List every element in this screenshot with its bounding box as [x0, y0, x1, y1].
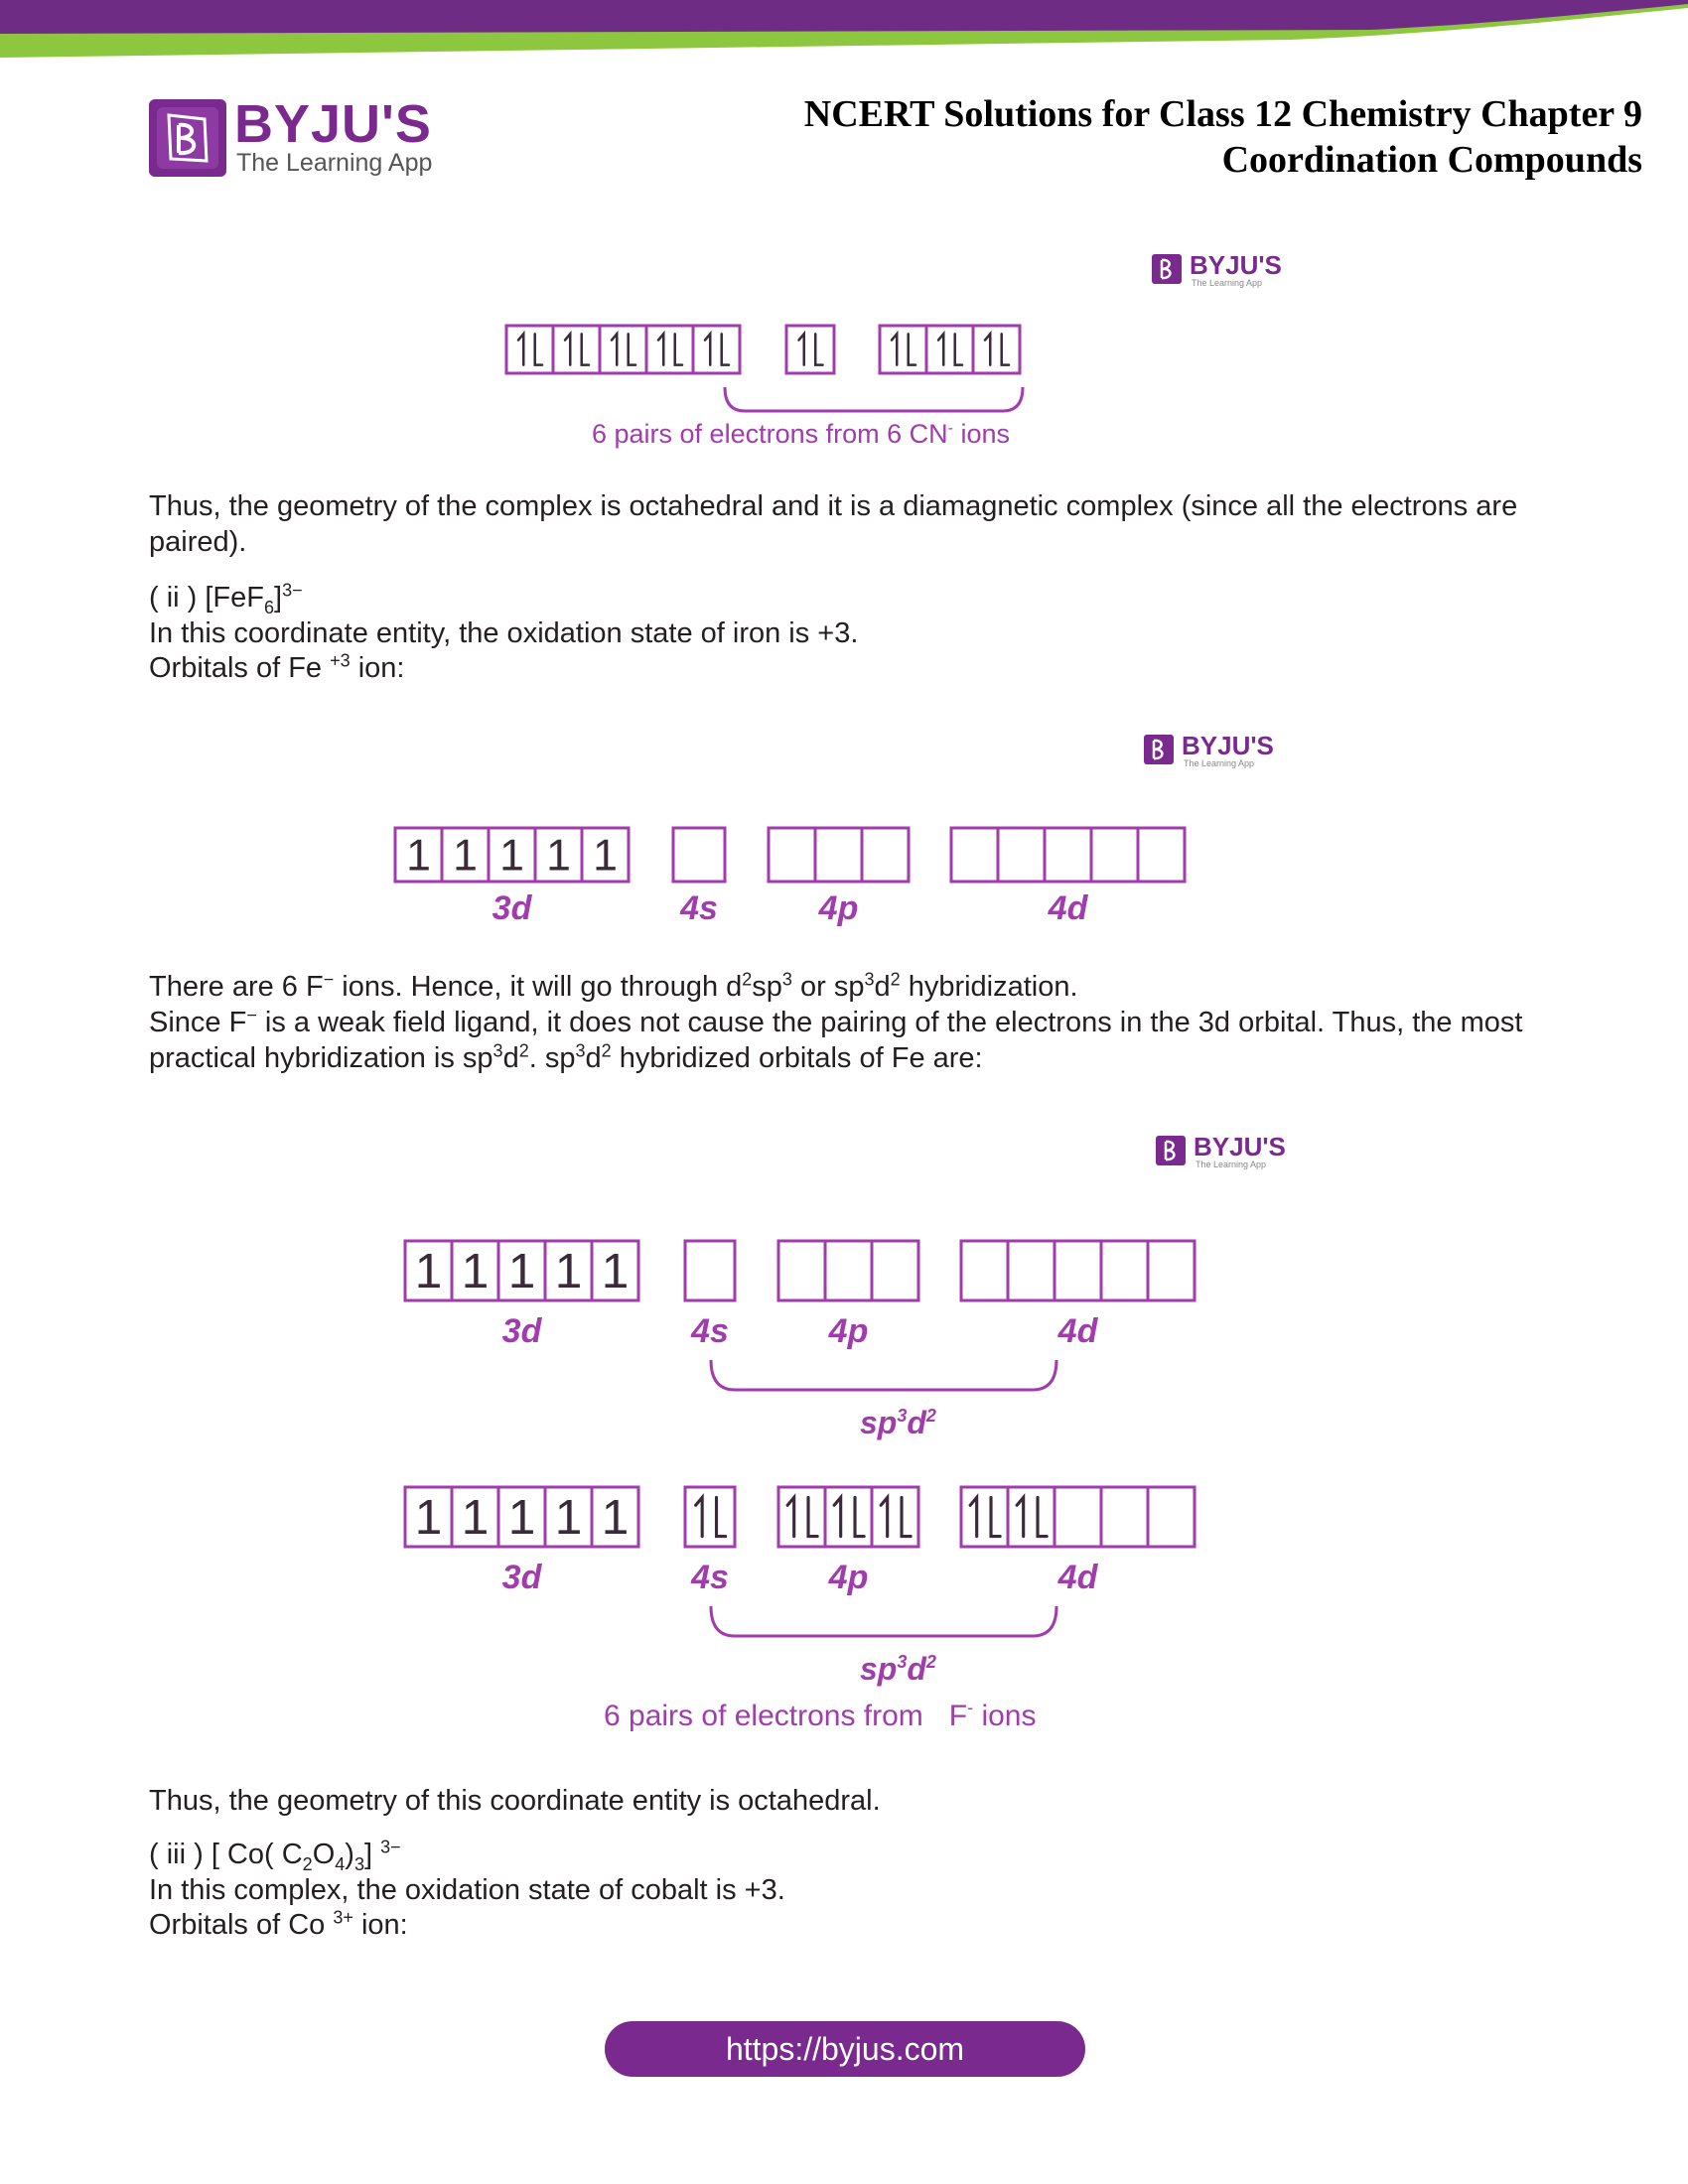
electron-up-glyph: 1 [406, 831, 431, 881]
part-iii-heading: ( iii ) [ Co( $C_2O_4)_3$] $^{3-}$ [149, 1837, 401, 1874]
orbital-group [405, 1487, 638, 1596]
footer-url-link[interactable]: https://byjus.com [605, 2021, 1085, 2077]
orbital-box [685, 1241, 735, 1300]
logo-tagline: The Learning App [236, 149, 433, 177]
paragraph-hybridization-options: There are 6 F− ions. Hence, it will go through $d^2sp^3$ or $sp^3d^2$ hybridization. [149, 969, 1078, 1003]
electron-up-glyph: 1 [554, 1488, 583, 1545]
orbital-label: 4s [691, 1559, 729, 1596]
electron-pair-glyph [787, 1497, 817, 1536]
orbital-label: 3d [492, 889, 532, 927]
part-ii-orbitals: Orbitals of Fe $^{+3}$ ion: [149, 650, 405, 684]
electron-up-glyph: 1 [601, 1488, 630, 1545]
electron-up-glyph: 1 [507, 1242, 536, 1298]
paragraph-diamagnetic: Thus, the geometry of the complex is octahedral and it is a diamagnetic complex (since all the electrons are paired). [149, 490, 1518, 558]
orbital-box [778, 1241, 918, 1300]
hybrid-bracket-1 [711, 1360, 1056, 1390]
orbital-group [778, 1241, 918, 1350]
electron-pair-glyph [1017, 1497, 1047, 1536]
orbital-group [961, 1241, 1195, 1350]
orbital-label: 4d [1048, 889, 1088, 927]
paragraph-octahedral: Thus, the geometry of this coordinate entity is octahedral. [149, 1785, 881, 1817]
orbital-label: 4p [818, 889, 859, 927]
orbital-label: 4d [1057, 1312, 1098, 1350]
diagram1-caption: 6 pairs of electrons from 6 CN- ions [592, 419, 1011, 449]
orbital-label: 3d [501, 1312, 542, 1350]
orbital-label: 4d [1057, 1559, 1098, 1596]
part-ii-oxidation: In this coordinate entity, the oxidation state of iron is +3. [149, 617, 859, 649]
hybrid-label-1: $sp^3d^2$ [860, 1405, 936, 1440]
electron-up-glyph: 1 [453, 831, 478, 881]
part-iii-orbitals: Orbitals of Co $^{3+}$ ion: [149, 1907, 408, 1941]
hybrid-bracket-2 [711, 1606, 1056, 1636]
orbital-group [961, 1487, 1195, 1596]
electron-up-glyph: 1 [554, 1242, 583, 1298]
paragraph-weak-field: Since F− is a weak field ligand, it does not cause the pairing of the electrons in the 3d orbital. Thus, the most practical hybridization is $sp^3d^2$. $sp^3d^2$ hybridized orbitals of Fe are: [149, 1005, 1523, 1074]
electron-up-glyph: 1 [601, 1242, 630, 1298]
electron-pair-glyph [834, 1497, 864, 1536]
electron-pair-glyph [970, 1497, 1000, 1536]
electron-up-glyph: 1 [414, 1488, 443, 1545]
orbital-box [685, 1487, 735, 1547]
hybrid-label-2: $sp^3d^2$ [860, 1651, 936, 1687]
electron-up-glyph: 1 [461, 1488, 490, 1545]
orbital-group [685, 1241, 735, 1350]
electron-pair-glyph [881, 1497, 911, 1536]
logo-name: BYJU'S [234, 94, 432, 154]
orbital-group [685, 1487, 735, 1596]
electron-up-glyph: 1 [414, 1242, 443, 1298]
orbital-label: 4p [828, 1312, 869, 1350]
electron-up-glyph: 1 [461, 1242, 490, 1298]
orbital-label: 4s [680, 889, 718, 927]
orbital-label: 4s [691, 1312, 729, 1350]
diagram3-caption: 6 pairs of electrons from F- ions [604, 1698, 1037, 1732]
electron-up-glyph: 1 [499, 831, 524, 881]
orbital-box [778, 1487, 918, 1547]
part-ii-heading: ( ii ) $[FeF_6]^{3-}$ [149, 580, 303, 617]
electron-up-glyph: 1 [593, 831, 618, 881]
part-iii-oxidation: In this complex, the oxidation state of cobalt is +3. [149, 1874, 785, 1906]
title-line-2: Coordination Compounds [1221, 139, 1642, 181]
electron-up-glyph: 1 [507, 1488, 536, 1545]
orbital-group [778, 1487, 918, 1596]
electron-pair-glyph [696, 1497, 726, 1536]
title-line-1: NCERT Solutions for Class 12 Chemistry Chapter 9 [803, 93, 1642, 135]
orbital-label: 4p [828, 1559, 869, 1596]
orbital-label: 3d [501, 1559, 542, 1596]
orbital-group [405, 1241, 638, 1350]
orbital-box [961, 1241, 1195, 1300]
electron-up-glyph: 1 [546, 831, 571, 881]
